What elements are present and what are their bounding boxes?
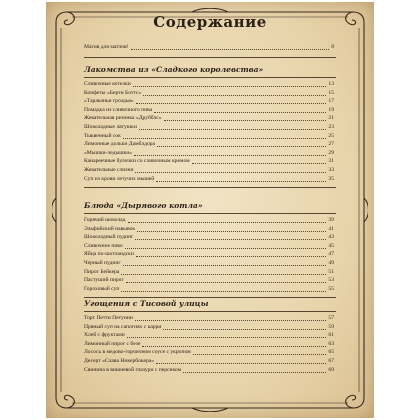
toc-entry-title: Жевательная резинка «Друбблс» xyxy=(84,115,162,122)
toc-entry-page: 59 xyxy=(328,323,334,330)
toc-entry-page: 67 xyxy=(328,358,334,364)
toc-entry-title: Гороховый суп xyxy=(84,285,120,292)
toc-entry-page: 8 xyxy=(331,44,334,50)
dot-leader xyxy=(183,371,326,373)
dot-leader xyxy=(137,230,326,232)
toc-entry-title: Жевательные слизни xyxy=(84,167,134,173)
dot-leader xyxy=(164,119,327,121)
toc-entry-page: 51 xyxy=(328,268,334,275)
toc-entry-page: 65 xyxy=(328,349,334,356)
dot-leader xyxy=(127,336,327,338)
toc-entry-title: Эльфийский навывок xyxy=(84,225,136,232)
toc-entry-page: 49 xyxy=(328,260,334,266)
dot-leader xyxy=(156,180,326,182)
dot-leader xyxy=(126,281,327,283)
toc-entry-page: 55 xyxy=(328,285,334,292)
toc-entry-page: 63 xyxy=(328,340,334,347)
toc-entry-title: Яйца по-шотландски xyxy=(84,251,134,258)
toc-entry-page: 17 xyxy=(328,98,334,105)
toc-entry-title: Лимонный пирог с безе xyxy=(84,340,141,347)
dot-leader xyxy=(135,171,326,173)
toc-entry-title: Суп из крови летучих мышей xyxy=(84,175,155,182)
toc-entry-title: Горячий шоколад xyxy=(84,217,126,223)
section-rule xyxy=(84,311,336,312)
dot-leader xyxy=(142,345,326,347)
toc-entry-page: 19 xyxy=(328,106,334,113)
toc-entry-title: Сливочное пиво xyxy=(84,242,123,249)
toc-entry-title: «Мышки-ледышки» xyxy=(84,149,133,156)
section-rule xyxy=(84,213,336,214)
toc-entry-page: 27 xyxy=(328,141,334,148)
toc-entry-page: 13 xyxy=(328,81,334,87)
dot-leader xyxy=(193,353,327,355)
toc-entry-page: 41 xyxy=(328,225,334,232)
dot-leader xyxy=(121,273,326,275)
section-rule xyxy=(84,57,336,58)
toc-entry-title: Канареечные булочки со сливочным кремом xyxy=(84,158,190,165)
toc-entry-page: 61 xyxy=(328,332,334,339)
toc-entry-page: 39 xyxy=(328,217,334,223)
toc-entry-title: Хлеб с фруктами xyxy=(84,332,125,339)
dot-leader xyxy=(131,48,330,50)
toc-entry[interactable] xyxy=(84,175,334,184)
toc-entry-page: 53 xyxy=(328,277,334,284)
dot-leader xyxy=(136,102,327,104)
toc-entry-page: 57 xyxy=(328,315,334,321)
toc-entry-title: Пирог Бейкера xyxy=(84,268,120,275)
dot-leader xyxy=(136,255,327,257)
dot-leader xyxy=(123,264,327,266)
table-of-contents xyxy=(46,2,374,418)
dot-leader xyxy=(157,145,326,147)
toc-entry-page: 29 xyxy=(328,149,334,156)
dot-leader xyxy=(135,238,326,240)
dot-leader xyxy=(143,94,326,96)
toc-entry-title: Магия для матлов! xyxy=(84,44,129,50)
toc-entry-title: Свинина в вишневой глазури с персиком xyxy=(84,366,182,373)
toc-entry[interactable] xyxy=(84,43,334,52)
dot-leader xyxy=(128,221,327,223)
section-rule xyxy=(84,77,336,78)
section-heading: Блюда «Дырявого котла» xyxy=(84,201,203,210)
dot-leader xyxy=(121,290,326,292)
dot-leader xyxy=(123,137,327,139)
toc-entry-title: Шоколадный пудинг xyxy=(84,234,134,241)
toc-entry[interactable] xyxy=(84,366,334,375)
toc-entry-title: Лимонные дольки Дамблдора xyxy=(84,141,156,148)
dot-leader xyxy=(135,319,327,321)
toc-entry-page: 69 xyxy=(328,366,334,373)
dot-leader xyxy=(163,328,326,330)
toc-entry-title: Торт Петти Петунии xyxy=(84,315,133,321)
page-title: Содержание xyxy=(153,13,267,31)
toc-entry-page: 43 xyxy=(328,234,334,241)
toc-entry-title: Пастуший пирог xyxy=(84,277,124,284)
dot-leader xyxy=(134,154,326,156)
toc-entry[interactable] xyxy=(84,285,334,294)
toc-entry-page: 15 xyxy=(328,89,334,96)
toc-entry-page: 25 xyxy=(328,132,334,139)
section-heading: Угощения с Тисовой улицы xyxy=(84,299,209,308)
toc-entry-title: Конфеты «Берти Боттс» xyxy=(84,89,142,96)
toc-entry-title: Черный пудинг xyxy=(84,260,121,266)
toc-entry-title: Шоколадные лягушки xyxy=(84,124,137,130)
dot-leader xyxy=(192,162,327,164)
toc-entry-title: Десерт «Слава Никербокера» xyxy=(84,358,155,364)
dot-leader xyxy=(139,128,327,130)
toc-entry-page: 45 xyxy=(328,242,334,249)
dot-leader xyxy=(154,111,326,113)
toc-entry-title: «Тараканьи гроздья» xyxy=(84,98,134,105)
dot-leader xyxy=(156,362,326,364)
dot-leader xyxy=(133,85,327,87)
toc-entry-title: Помадка из сливочного пива xyxy=(84,106,153,113)
toc-entry-page: 23 xyxy=(328,124,334,130)
dot-leader xyxy=(125,247,327,249)
toc-entry-page: 47 xyxy=(328,251,334,258)
book-page xyxy=(46,2,374,418)
toc-entry-title: Пряный суп на сапогиях с карри xyxy=(84,323,162,330)
toc-entry-title: Сливочные котелки xyxy=(84,81,131,87)
toc-entry-page: 31 xyxy=(328,158,334,165)
toc-entry-page: 21 xyxy=(328,115,334,122)
section-rule xyxy=(84,187,336,188)
section-heading: Лакомства из «Сладкого королевства» xyxy=(84,65,264,74)
toc-entry-title: Лосось в медово-горчичном соусе с укропом xyxy=(84,349,191,356)
toc-entry-page: 33 xyxy=(328,167,334,173)
toc-entry-title: Тыквенный сок xyxy=(84,132,121,139)
toc-entry-page: 35 xyxy=(328,175,334,182)
